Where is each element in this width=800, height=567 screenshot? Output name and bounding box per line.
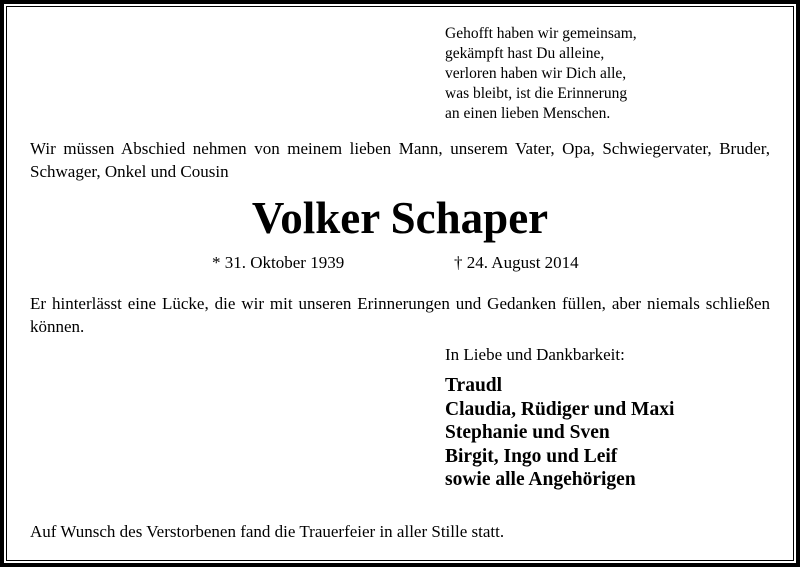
- family-list: [445, 374, 674, 492]
- poem-line: an einen lieben Menschen.: [445, 105, 611, 122]
- family-member: Claudia, Rüdiger und Maxi: [445, 398, 675, 420]
- poem: [445, 24, 637, 124]
- deceased-name: Volker Schaper: [251, 193, 549, 243]
- death-date: † 24. August 2014: [454, 253, 579, 272]
- poem-line: gekämpft hast Du alleine,: [445, 45, 605, 62]
- family-member: Stephanie und Sven: [445, 422, 610, 443]
- poem-line: Gehofft haben wir gemeinsam,: [445, 25, 637, 42]
- thanks-line: In Liebe und Dankbarkeit:: [445, 345, 625, 364]
- inner-border: [6, 6, 794, 561]
- family-member: Traudl: [445, 375, 503, 396]
- footer-note: Auf Wunsch des Verstorbenen fand die Trauerfeier in aller Stille statt.: [30, 522, 505, 541]
- family-member: sowie alle Angehörigen: [445, 469, 636, 490]
- intro-text: Wir müssen Abschied nehmen von meinem lieben Mann, unserem Vater, Opa, Schwiegervater, Bruder, Schwager, Onkel und Cousin: [30, 139, 770, 181]
- message-text: Er hinterlässt eine Lücke, die wir mit unseren Erinnerungen und Gedanken füllen, aber niemals schließen können.: [30, 294, 770, 336]
- birth-date: * 31. Oktober 1939: [212, 253, 345, 272]
- poem-line: was bleibt, ist die Erinnerung: [445, 85, 628, 102]
- poem-line: verloren haben wir Dich alle,: [445, 65, 627, 82]
- family-member: Birgit, Ingo und Leif: [445, 445, 618, 467]
